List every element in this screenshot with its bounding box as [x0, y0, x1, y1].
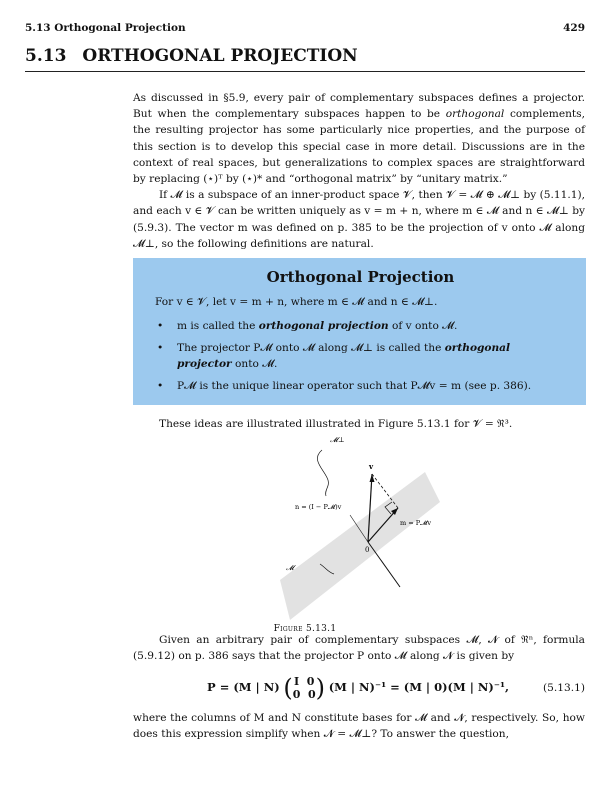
- label-origin: 0: [365, 546, 370, 554]
- left-paren: (: [283, 674, 293, 702]
- figure-orthogonal-projection: [270, 432, 450, 622]
- bullet-1-term: orthogonal projection: [258, 320, 389, 332]
- label-m: m = P𝓜v: [400, 519, 432, 527]
- label-n: n = (I − P𝓜)v: [295, 503, 342, 511]
- figure-caption: Figure 5.13.1: [273, 624, 337, 634]
- label-mperp: 𝓜⊥: [330, 436, 345, 444]
- label-v: v: [369, 462, 374, 471]
- illustration-text: These ideas are illustrated illustrated in Figure 5.13.1 for 𝓥 = ℜ³.: [159, 418, 513, 430]
- equation-5-13-1: [133, 672, 585, 704]
- intro-text: [133, 90, 585, 252]
- mperp-pointer-arrow: [317, 450, 328, 496]
- section-number: 5.13: [25, 46, 67, 66]
- label-subspace-m: 𝓜: [286, 564, 294, 572]
- intro-paragraph-1: [133, 90, 585, 187]
- projection-diagram: [270, 432, 450, 622]
- definition-bullet-2: [155, 340, 566, 372]
- bullet-1-text-a: m is called the: [177, 320, 259, 332]
- bullet-icon: •: [157, 380, 164, 392]
- page-number: 429: [563, 22, 585, 34]
- block-matrix-row-2: 0 0: [292, 688, 316, 701]
- right-paren: ): [315, 674, 326, 702]
- intro-p1-start: As discussed in §5.9, every pair of complementary subspaces defines a projector. But when the complementary subspaces happen to be: [133, 92, 585, 121]
- definition-box: [133, 258, 586, 405]
- paragraph-columns-bases: where the columns of M and N constitute bases for 𝓜 and 𝓝, respectively. So, how does this expression simplify when 𝓝 = 𝓜⊥? To answer the question,: [133, 712, 585, 741]
- block-matrix-row-1: I 0: [293, 675, 315, 688]
- bullet-3-text: P𝓜 is the unique linear operator such that P𝓜v = m (see p. 386).: [177, 380, 532, 392]
- intro-paragraph-2: If 𝓜 is a subspace of an inner-product space 𝓥, then 𝓥 = 𝓜 ⊕ 𝓜⊥ by (5.11.1), and each v ∈ 𝓥 can be written uniquely as v = m + n, where m ∈ 𝓜 and n ∈ 𝓜⊥ by (5.9.3). The vector m was defined on p. 385 to be the projection of v onto 𝓜 along 𝓜⊥, so the following definitions are natural.: [133, 189, 585, 250]
- intro-p1-emphasis: orthogonal: [445, 108, 505, 121]
- definition-intro: For v ∈ 𝓥, let v = m + n, where m ∈ 𝓜 and n ∈ 𝓜⊥.: [155, 296, 438, 308]
- running-head-title: 5.13 Orthogonal Projection: [25, 22, 186, 34]
- equation-rhs: (M | N)⁻¹ = (M | 0)(M | N)⁻¹,: [328, 680, 509, 694]
- paragraph-projector-formula: Given an arbitrary pair of complementary subspaces 𝓜, 𝓝 of ℜⁿ, formula (5.9.12) on p. 386 says that the projector P onto 𝓜 along 𝓝 is given by: [133, 634, 585, 663]
- mperp-axis-lower: [368, 542, 400, 587]
- equation-number: (5.13.1): [543, 682, 585, 694]
- subspace-plane: [280, 472, 440, 620]
- bullet-1-text-b: of v onto 𝓜.: [388, 320, 458, 332]
- section-title: ORTHOGONAL PROJECTION: [82, 46, 358, 66]
- intro-p1-end: complements, the resulting projector has some particularly nice properties, and the purpose of this section is to develop this special case in more detail. Discussions are in the context of real spaces, but generalizations to complex spaces are straightforward by replacing (⋆)ᵀ by (⋆)* and “orthogonal matrix” by “unitary matrix.”: [133, 108, 585, 186]
- equation-lhs: P = (M | N): [207, 680, 280, 694]
- bullet-icon: •: [157, 320, 164, 332]
- bullet-2-text-b: onto 𝓜.: [231, 358, 278, 370]
- running-head: [25, 22, 585, 34]
- block-matrix: [293, 675, 316, 701]
- vector-v-arrowhead: [370, 474, 375, 482]
- equation-formula: [133, 674, 543, 702]
- definition-title: Orthogonal Projection: [266, 268, 455, 286]
- definition-bullet-3: [155, 378, 566, 394]
- bullet-icon: •: [157, 342, 164, 354]
- definition-bullet-1: [155, 318, 566, 334]
- bullet-2-text-a: The projector P𝓜 onto 𝓜 along 𝓜⊥ is called the: [177, 342, 445, 354]
- bullet-2-term: orthogonal projector: [177, 342, 511, 370]
- section-heading: [25, 46, 585, 72]
